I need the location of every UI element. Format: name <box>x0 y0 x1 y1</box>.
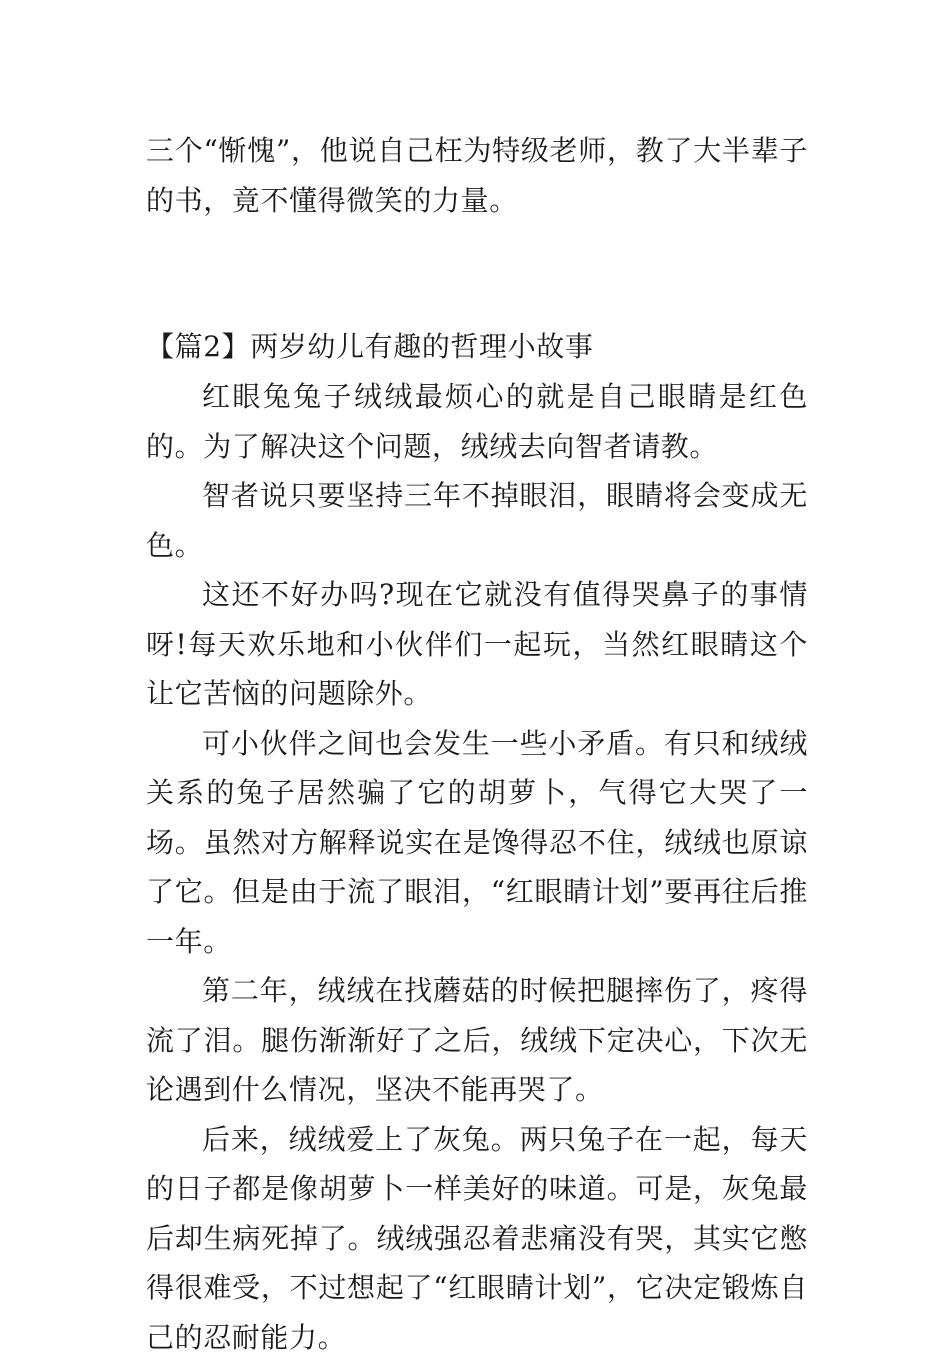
paragraph-6: 后来，绒绒爱上了灰兔。两只兔子在一起，每天的日子都是像胡萝卜一样美好的味道。可是，灰兔最后却生病死掉了。绒绒强忍着悲痛没有哭，其实它憋得很难受，不过想起了“红眼睛计划”，它决定锻炼自己的忍耐能力。 <box>146 1115 808 1362</box>
story-body <box>146 372 808 1362</box>
paragraph-1: 红眼兔兔子绒绒最烦心的就是自己眼睛是红色的。为了解决这个问题，绒绒去向智者请教。 <box>146 372 808 471</box>
paragraph-3: 这还不好办吗?现在它就没有值得哭鼻子的事情呀!每天欢乐地和小伙伴们一起玩，当然红眼睛这个让它苦恼的问题除外。 <box>146 570 808 719</box>
paragraph-4: 可小伙伴之间也会发生一些小矛盾。有只和绒绒关系的兔子居然骗了它的胡萝卜，气得它大哭了一场。虽然对方解释说实在是馋得忍不住，绒绒也原谅了它。但是由于流了眼泪，“红眼睛计划”要再往后推一年。 <box>146 719 808 967</box>
section-title: 【篇2】两岁幼儿有趣的哲理小故事 <box>146 322 808 372</box>
paragraph-2: 智者说只要坚持三年不掉眼泪，眼睛将会变成无色。 <box>146 471 808 570</box>
previous-story-ending <box>146 126 808 225</box>
paragraph: 三个“惭愧”，他说自己枉为特级老师，教了大半辈子的书，竟不懂得微笑的力量。 <box>146 126 808 225</box>
paragraph-5: 第二年，绒绒在找蘑菇的时候把腿摔伤了，疼得流了泪。腿伤渐渐好了之后，绒绒下定决心，下次无论遇到什么情况，坚决不能再哭了。 <box>146 966 808 1115</box>
